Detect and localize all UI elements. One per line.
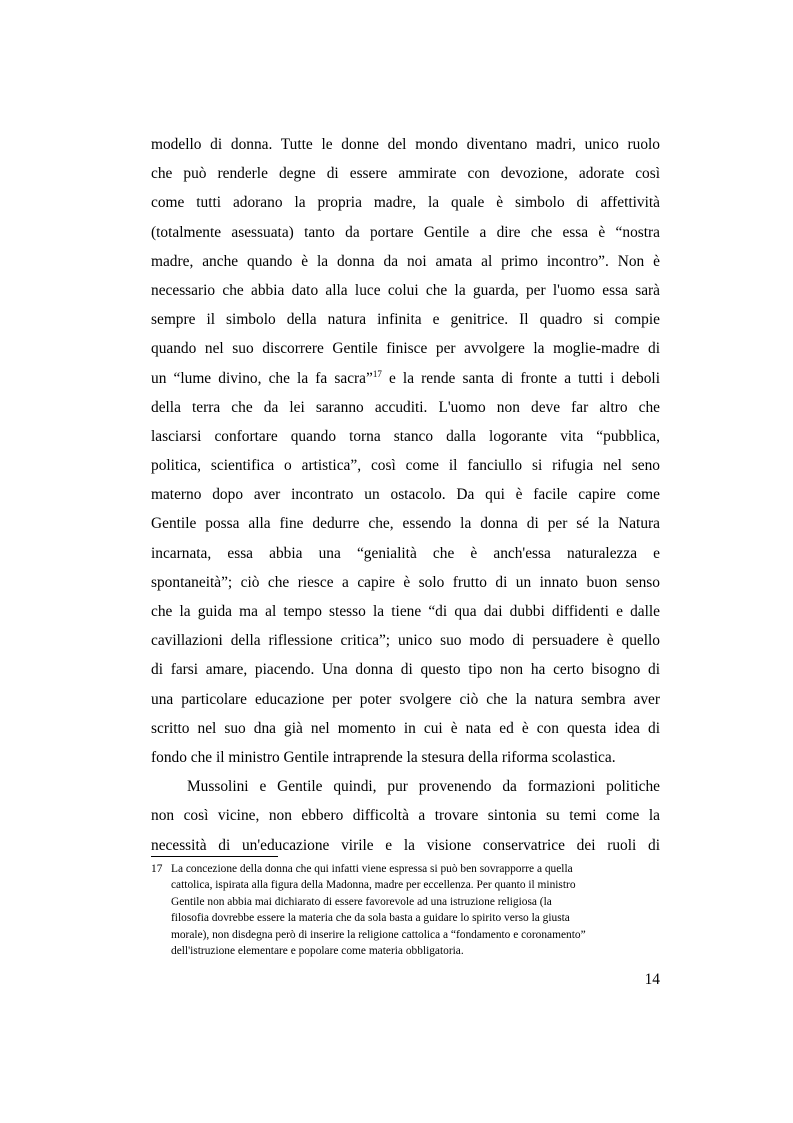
text-line: (totalmente asessuata) tanto da portare Gentile a dire che essa è “nostra — [151, 223, 660, 241]
footnote-text: La concezione della donna che qui infatti viene espressa si può ben sovrapporre a quella — [171, 863, 573, 875]
footnote-reference[interactable]: 17 — [372, 368, 382, 379]
text-line: una particolare educazione per poter svolgere ciò che la natura sembra aver — [151, 690, 660, 708]
footnote-line: filosofia dovrebbe essere la materia che da sola basta a guidare lo spirito verso la giusta — [171, 912, 570, 925]
footnote — [151, 861, 661, 959]
text-line: di farsi amare, piacendo. Una donna di questo tipo non ha certo bisogno di — [151, 661, 660, 679]
text-line: scritto nel suo dna già nel momento in cui è nata ed è con questa idea di — [151, 719, 660, 737]
text-line: della terra che da lei saranno accuditi. L'uomo non deve far altro che — [151, 398, 660, 416]
footnote-separator — [151, 856, 278, 857]
paragraph-end-line: fondo che il ministro Gentile intraprende la stesura della riforma scolastica. — [151, 748, 616, 766]
body-text — [151, 130, 660, 860]
text-line: materno dopo aver incontrato un ostacolo. Da qui è facile capire come — [151, 486, 660, 504]
paragraph-start-line: Mussolini e Gentile quindi, pur provenendo da formazioni politiche — [187, 778, 660, 796]
text-line: necessario che abbia dato alla luce colui che la guarda, per l'uomo essa sarà — [151, 281, 660, 299]
footnote-number: 17 — [151, 863, 163, 875]
footnote-line — [151, 861, 661, 877]
footnote-line: morale), non disdegna però di inserire la religione cattolica a “fondamento e coronamento” — [171, 928, 586, 941]
text-line: modello di donna. Tutte le donne del mondo diventano madri, unico ruolo — [151, 136, 660, 153]
footnote-line: dell'istruzione elementare e popolare come materia obbligatoria. — [171, 944, 464, 957]
text-line: spontaneità”; ciò che riesce a capire è solo frutto di un innato buon senso — [151, 573, 660, 591]
text-line: lasciarsi confortare quando torna stanco dalla logorante vita “pubblica, — [151, 427, 660, 445]
text-line: Gentile possa alla fine dedurre che, essendo la donna di per sé la Natura — [151, 515, 660, 533]
text-line-prefix: un “lume divino, che la fa sacra” — [151, 369, 373, 387]
text-line: non così vicine, non ebbero difficoltà a trovare sintonia su temi come la — [151, 807, 660, 825]
text-line: madre, anche quando è la donna da noi amata al primo incontro”. Non è — [151, 252, 660, 270]
text-line: che può renderle degne di essere ammirate con devozione, adorate così — [151, 165, 660, 183]
page-number: 14 — [644, 971, 660, 988]
text-line: sempre il simbolo della natura infinita e genitrice. Il quadro si compie — [151, 311, 660, 329]
text-line: che la guida ma al tempo stesso la tiene “di qua dai dubbi diffidenti e dalle — [151, 603, 660, 620]
text-line: politica, scientifica o artistica”, così come il fanciullo si rifugia nel seno — [151, 457, 660, 475]
text-line: incarnata, essa abbia una “genialità che è anch'essa naturalezza e — [151, 544, 660, 562]
text-line: come tutti adorano la propria madre, la quale è simbolo di affettività — [151, 194, 660, 212]
text-line: necessità di un'educazione virile e la visione conservatrice dei ruoli di — [151, 836, 660, 854]
text-line: quando nel suo discorrere Gentile finisce per avvolgere la moglie-madre di — [151, 340, 660, 358]
text-line-with-footnote-ref — [151, 364, 660, 393]
text-line-suffix: e la rende santa di fronte a tutti i deboli — [388, 369, 660, 387]
footnote-line: Gentile non abbia mai dichiarato di essere favorevole ad una istruzione religiosa (la — [171, 895, 552, 908]
text-line: cavillazioni della riflessione critica”; unico suo modo di persuadere è quello — [151, 632, 660, 650]
footnote-line: cattolica, ispirata alla figura della Madonna, madre per eccellenza. Per quanto il ministro — [171, 879, 576, 892]
